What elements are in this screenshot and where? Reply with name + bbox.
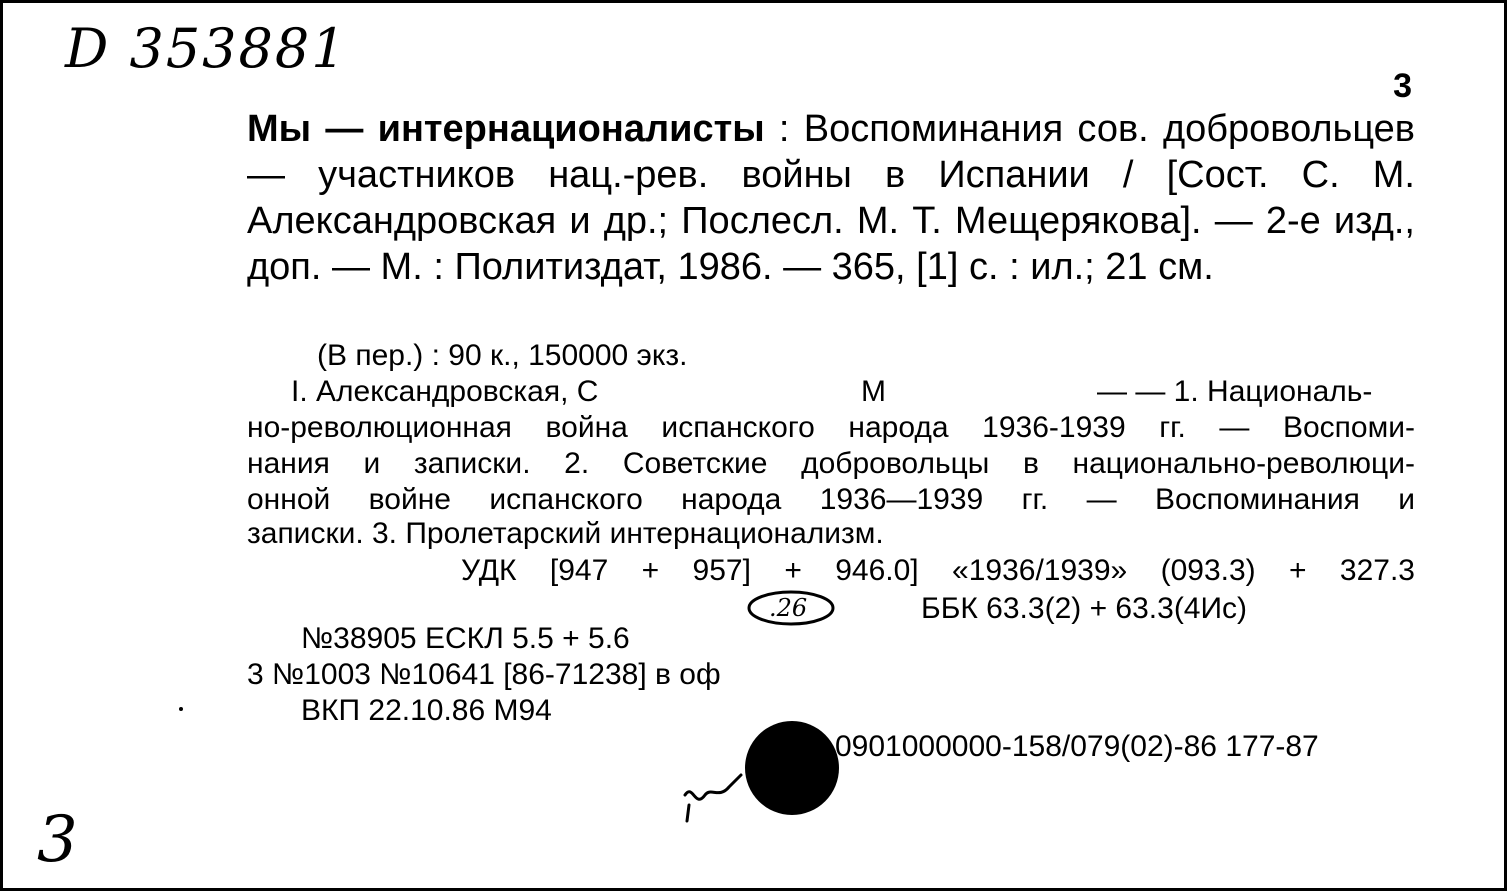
subjects-line-4 bbox=[247, 482, 1415, 518]
handwritten-stamp-text: .26 bbox=[769, 594, 808, 622]
subjects-line-5: записки. 3. Пролетарский интернационализм. bbox=[247, 517, 884, 550]
subjects-line-2-text: но-революционная война испанского народа 1936-1939 гг. — Воспоми- bbox=[247, 411, 1415, 444]
handwritten-bottom-number: 3 bbox=[37, 803, 78, 877]
stray-dot bbox=[179, 707, 183, 711]
subjects-line-1-left: I. Александровская, С bbox=[291, 375, 599, 408]
order-line: 3 №1003 №10641 [86-71238] в оф bbox=[247, 658, 721, 691]
escl-line: №38905 ЕСКЛ 5.5 + 5.6 bbox=[301, 622, 630, 655]
handwritten-accession-number: D 353881 bbox=[65, 17, 348, 80]
vkp-line: ВКП 22.10.86 М94 bbox=[301, 694, 552, 727]
price-line: (В пер.) : 90 к., 150000 экз. bbox=[317, 339, 688, 372]
card-number: 3 bbox=[1393, 67, 1412, 105]
ink-blot-mark bbox=[745, 721, 839, 815]
handwritten-checkmark-icon bbox=[675, 765, 747, 825]
subjects-line-1-right: — — 1. Националь- bbox=[1097, 375, 1373, 408]
isbn-code-line: 0901000000-158/079(02)-86 177-87 bbox=[835, 730, 1319, 763]
subjects-line-1-mid: М bbox=[861, 375, 886, 408]
book-title: Мы — интернационалисты bbox=[247, 108, 765, 150]
handwritten-stamp-loop bbox=[745, 586, 841, 628]
bibliographic-entry bbox=[247, 106, 1415, 290]
subjects-line-3-text: нания и записки. 2. Советские добровольцы в национально-революци- bbox=[247, 447, 1415, 480]
book-description: : Воспоминания сов. добровольцев — участников нац.-рев. войны в Испании / [Сост. С. М. Александровская и др.; Послесл. М. Т. Мещерякова]. — 2-е изд., доп. — М. : Политиздат, 1986. — 365, [1] с. : ил.; 21 см. bbox=[247, 108, 1415, 288]
subjects-line-4-text: онной войне испанского народа 1936—1939 гг. — Воспоминания и bbox=[247, 483, 1415, 516]
bbk-line: ББК 63.3(2) + 63.3(4Ис) bbox=[921, 592, 1248, 625]
udk-line: УДК [947 + 957] + 946.0] «1936/1939» (093.3) + 327.3 bbox=[461, 554, 1415, 587]
subjects-line-2 bbox=[247, 410, 1415, 446]
subjects-line-3 bbox=[247, 446, 1415, 482]
